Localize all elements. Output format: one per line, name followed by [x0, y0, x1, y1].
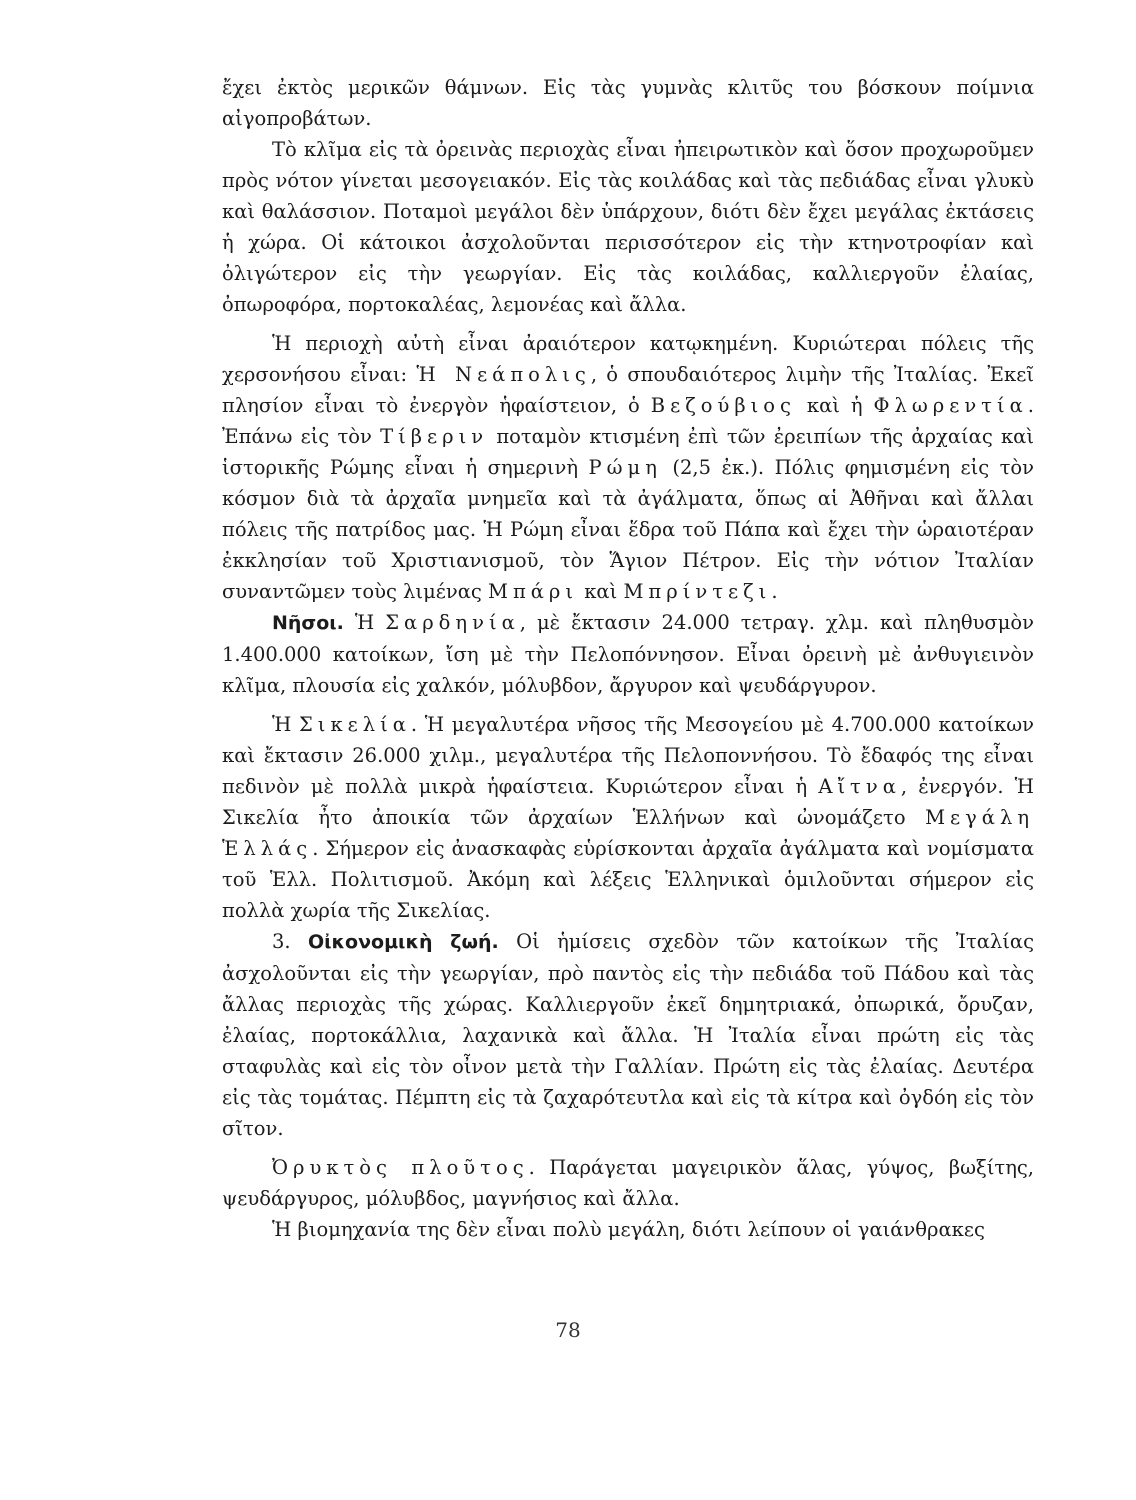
paragraph-sardinia: [222, 607, 1034, 701]
section-heading-economy: Οἰκονομικὴ ζωή.: [307, 931, 499, 953]
cities-text-5: ποταμὸν κτισμένη ἐπὶ τῶν ἐρειπίων τῆς ἀρχαίας καὶ ἱστορικῆς Ρώμης εἶναι ἡ σημερινὴ: [222, 425, 1034, 479]
island-sardinia: Σαρδηνία: [385, 611, 520, 634]
paragraph-industry: Ἡ βιομηχανία της δὲν εἶναι πολὺ μεγάλη, διότι λείπουν οἱ γαιάνθρακες: [272, 1218, 985, 1241]
volcano-vesuvius: Βεζούβιος: [650, 394, 796, 417]
sicily-text-2: . Ἡ μεγαλυτέρα νῆσος τῆς Μεσογείου μὲ 4.700.000 κατοίκων καὶ ἔκτασιν 26.000 χιλμ., μεγαλυτέρα τῆς Πελοποννήσου. Τὸ ἔδαφός της εἶναι πεδινὸν μὲ πολλὰ μικρὰ ἡφαίστεια. Κυριώτερον εἶναι ἡ: [222, 713, 1034, 798]
cities-text-8: .: [771, 580, 778, 603]
sardinia-text-2: , μὲ ἔκτασιν 24.000 τετραγ. χλμ. καὶ πληθυσμὸν 1.400.000 κατοίκων, ἴση μὲ τὴν Πελοπόννησον. Εἶναι ὀρεινὴ μὲ ἀνθυγιεινὸν κλῖμα, πλουσία εἰς χαλκόν, μόλυβδον, ἄργυρον καὶ ψευδάργυρον.: [222, 611, 1034, 697]
sicily-text-4: . Σήμερον εἰς ἀνασκαφὰς εὑρίσκονται ἀρχαῖα ἀγάλματα καὶ νομίσματα τοῦ Ἑλλ. Πολιτισμοῦ. Ἀκόμη καὶ λέξεις Ἑλληνικαὶ ὁμιλοῦνται σήμερον εἰς πολλὰ χωρία τῆς Σικελίας.: [222, 837, 1034, 922]
page-number: 78: [555, 1318, 581, 1342]
paragraph-sicily: [222, 709, 1034, 926]
city-rome: Ρώμη: [588, 456, 662, 479]
city-florence: Φλωρεντία: [873, 394, 1028, 417]
island-sicily: Σικελία: [299, 713, 411, 736]
cities-text-1: Ἡ περιοχὴ αὐτὴ εἶναι ἀραιότερον κατῳκημένη. Κυριώτεραι πόλεις τῆς χερσονήσου εἶναι:: [222, 332, 1034, 386]
paragraph-cities: [222, 328, 1034, 607]
page-body: [222, 72, 1034, 1245]
city-naples: Ἡ Νεάπολις: [416, 363, 591, 386]
port-brindisi: Μπρίντεζι: [623, 580, 772, 603]
sicily-text-1: Ἡ: [272, 713, 300, 736]
volcano-etna: Αἴτνα: [818, 775, 901, 798]
cities-text-2: , ὁ σπουδαιότερος λιμὴν τῆς Ἰταλίας. Ἐκεῖ πλησίον εἶναι τὸ ἐνεργὸν ἡφαίστειον, ὁ: [222, 363, 1034, 417]
cities-text-6: (2,5 ἐκ.). Πόλις φημισμένη εἰς τὸν κόσμον διὰ τὰ ἀρχαῖα μνημεῖα καὶ τὰ ἀγάλματα, ὅπως αἱ Ἀθῆναι καὶ ἄλλαι πόλεις τῆς πατρίδος μας. Ἡ Ρώμη εἶναι ἕδρα τοῦ Πάπα καὶ ἔχει τὴν ὡραιοτέραν ἐκκλησίαν τοῦ Χριστιανισμοῦ, τὸν Ἅγιον Πέτρον. Εἰς τὴν νότιον Ἰταλίαν συναντῶμεν τοὺς λιμένας: [222, 456, 1034, 603]
cities-text-7: καὶ: [578, 580, 624, 603]
mineral-wealth-heading: Ὀρυκτὸς πλοῦτος: [272, 1156, 529, 1179]
paragraph-climate: Τὸ κλῖμα εἰς τὰ ὀρεινὰς περιοχὰς εἶναι ἠπειρωτικὸν καὶ ὅσον προχωροῦμεν πρὸς νότον γίνεται μεσογειακόν. Εἰς τὰς κοιλάδας καὶ τὰς πεδιάδας εἶναι γλυκὺ καὶ θαλάσσιον. Ποταμοὶ μεγάλοι δὲν ὑπάρχουν, διότι δὲν ἔχει μεγάλας ἐκτάσεις ἡ χώρα. Οἱ κάτοικοι ἀσχολοῦνται περισσότερον εἰς τὴν κτηνοτροφίαν καὶ ὀλιγώτερον εἰς τὴν γεωργίαν. Εἰς τὰς κοιλάδας, καλλιεργοῦν ἐλαίας, ὀπωροφόρα, πορτοκαλέας, λεμονέας καὶ ἄλλα.: [222, 138, 1034, 316]
economy-text: Οἱ ἡμίσεις σχεδὸν τῶν κατοίκων τῆς Ἰταλίας ἀσχολοῦνται εἰς τὴν γεωργίαν, πρὸ παντὸς εἰς τὴν πεδιάδα τοῦ Πάδου καὶ τὰς ἄλλας περιοχὰς τῆς χώρας. Καλλιεργοῦν ἐκεῖ δημητριακά, ὀπωρικά, ὄρυζαν, ἐλαίας, πορτοκάλλια, λαχανικὰ καὶ ἄλλα. Ἡ Ἰταλία εἶναι πρώτη εἰς τὰς σταφυλὰς καὶ εἰς τὸν οἶνον μετὰ τὴν Γαλλίαν. Πρώτη εἰς τὰς ἐλαίας. Δευτέρα εἰς τὰς τομάτας. Πέμπτη εἰς τὰ ζαχαρότευτλα καὶ εἰς τὰ κίτρα καὶ ὀγδόη εἰς τὸν σῖτον.: [222, 930, 1034, 1140]
minerals-text: . Παράγεται μαγειρικὸν ἅλας, γύψος, βωξίτης, ψευδάργυρος, μόλυβδος, μαγνήσιος καὶ ἄλλα.: [222, 1156, 1035, 1210]
river-tiber: Τίβεριν: [380, 425, 489, 448]
section-heading-islands: Νῆσοι.: [272, 612, 344, 634]
cities-text-3: καὶ ἡ: [795, 394, 874, 417]
cities-text-4: . Ἐπάνω εἰς τὸν: [222, 394, 1034, 448]
paragraph-1: ἔχει ἐκτὸς μερικῶν θάμνων. Εἰς τὰς γυμνὰς κλιτῦς του βόσκουν ποίμνια αἰγοπροβάτων.: [222, 76, 1034, 130]
section-number: 3.: [272, 930, 291, 953]
paragraph-minerals: [222, 1152, 1034, 1214]
magna-graecia: Μεγάλη Ἑλλάς: [222, 806, 1034, 860]
port-bari: Μπάρι: [487, 580, 579, 603]
sardinia-text-1: Ἡ: [343, 611, 386, 634]
sicily-text-3: , ἐνεργόν. Ἡ Σικελία ἦτο ἀποικία τῶν ἀρχαίων Ἑλλήνων καὶ ὠνομάζετο: [222, 775, 1035, 829]
paragraph-economy: [222, 926, 1034, 1144]
